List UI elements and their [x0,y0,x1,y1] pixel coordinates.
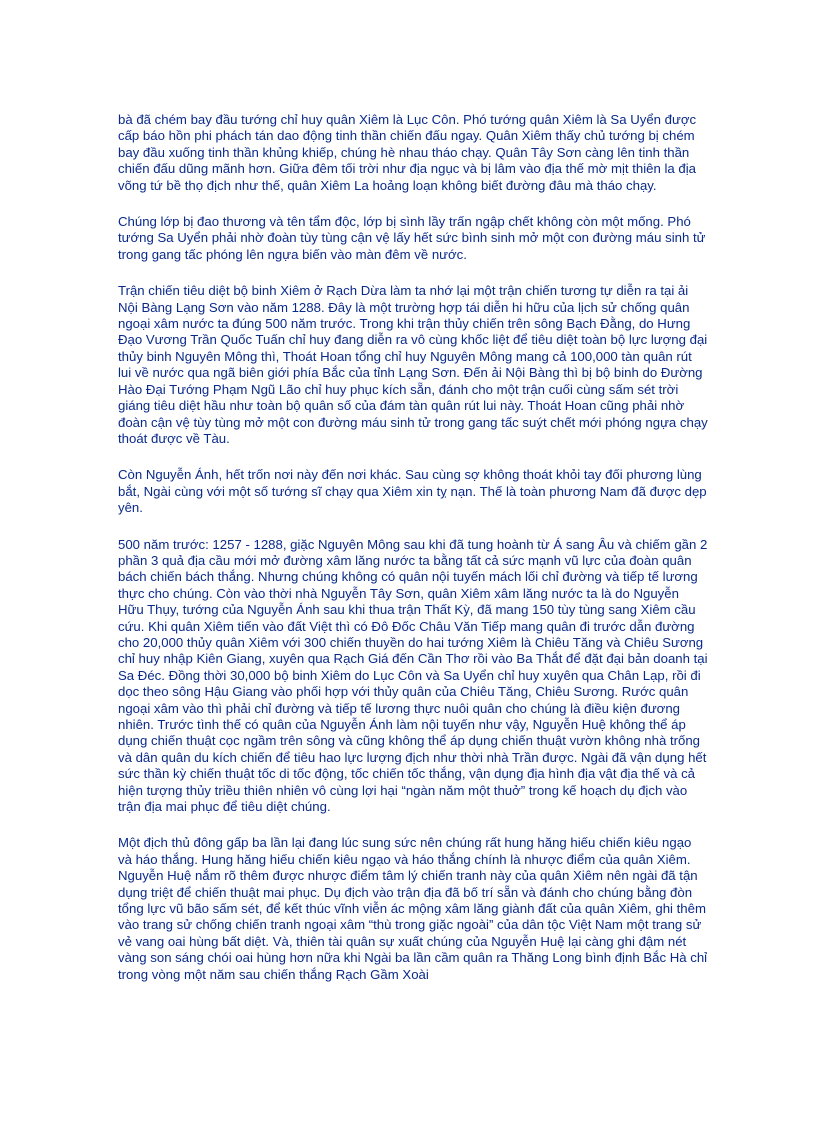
paragraph-4: Còn Nguyễn Ánh, hết trốn nơi này đến nơi khác. Sau cùng sợ không thoát khỏi tay đối phương lùng bắt, Ngài cùng với một số tướng sĩ chạy qua Xiêm xin tỵ nạn. Thế là toàn phương Nam đã được dẹp yên. [118,467,707,516]
paragraph-6: Một địch thủ đông gấp ba lần lại đang lúc sung sức nên chúng rất hung hăng hiếu chiến kiêu ngạo và háo thắng. Hung hăng hiếu chiến kiêu ngạo và háo thắng chính là nhược điểm của quân Xiêm. Nguyễn Huệ nắm rõ thêm được nhược điểm tâm lý chiến tranh này của quân Xiêm nên ngài đã tận dụng triệt để chiến thuật mai phục. Dụ địch vào trận địa đã bố trí sẵn và đánh cho chúng bằng đòn tổng lực vũ bão sấm sét, để kết thúc vĩnh viễn ác mộng xâm lăng giành đất của quân Xiêm, ghi thêm vào trang sử chống chiến tranh ngoại xâm “thù trong giặc ngoài” của dân tộc Việt Nam một trang sử vẻ vang oai hùng bất diệt. Và, thiên tài quân sự xuất chúng của Nguyễn Huệ lại càng ghi đậm nét vàng son sáng chói oai hùng hơn nữa khi Ngài ba lần cầm quân ra Thăng Long bình định Bắc Hà chỉ trong vòng một năm sau chiến thắng Rạch Gầm Xoài [118,835,708,982]
paragraph-5: 500 năm trước: 1257 - 1288, giặc Nguyên Mông sau khi đã tung hoành từ Á sang Âu và chiếm gần 2 phần 3 quả địa cầu mới mở đường xâm lăng nước ta bằng tất cả sức mạnh vũ lực của đoàn quân bách chiến bách thắng. Nhưng chúng không có quân nội tuyến mách lối chỉ đường và tiếp tế lương thực cho chúng. Còn vào thời nhà Nguyễn Tây Sơn, quân Xiêm xâm lăng nước ta là do Nguyễn Hữu Thụy, tướng của Nguyễn Ánh sau khi thua trận Thất Kỳ, đã mang 150 tùy tùng sang Xiêm cầu cứu. Khi quân Xiêm tiến vào đất Việt thì có Đô Đốc Châu Văn Tiếp mang quân đi trước dẫn đường cho 20,000 thủy quân Xiêm với 300 chiến thuyền do hai tướng Xiêm là Chiêu Tăng và Chiêu Sương chỉ huy nhập Kiên Giang, xuyên qua Rạch Giá đến Cần Thơ rồi vào Ba Thắt để đặt đại bản doanh tại Sa Đéc. Đồng thời 30,000 bộ binh Xiêm do Lục Côn và Sa Uyển chỉ huy xuyên qua Chân Lạp, rồi đi dọc theo sông Hậu Giang vào phối hợp với thủy quân của Chiêu Tăng, Chiêu Sương. Rước quân ngoại xâm vào thì phải chỉ đường và tiếp tế lương thực nuôi quân cho chúng là điều kiện đương nhiên. Trước tình thế có quân của Nguyễn Ánh làm nội tuyến như vậy, Nguyễn Huệ không thể áp dụng chiến thuật cọc ngầm trên sông và cũng không thể áp dụng chiến thuật vườn không nhà trống và dân quân du kích chiến để tiêu hao lực lượng địch như thời nhà Trần được. Ngài đã vận dụng hết sức thần kỳ chiến thuật tốc di tốc động, tốc chiến tốc thắng, vận dụng địa hình địa vật địa thế và cả hiện tượng thủy triều thiên nhiên vô cùng lợi hại “ngàn năm một thuở” trong kế hoạch dụ địch vào trận địa mai phục để tiêu diệt chúng. [118,536,708,815]
paragraph-3: Trận chiến tiêu diệt bộ binh Xiêm ở Rạch Dừa làm ta nhớ lại một trận chiến tương tự diễn ra tại ải Nội Bàng Lạng Sơn vào năm 1288. Đây là một trường hợp tái diễn hi hữu của lịch sử chống quân ngoại xâm nước ta đúng 500 năm trước. Trong khi trận thủy chiến trên sông Bạch Đằng, do Hưng Đạo Vương Trần Quốc Tuấn chỉ huy đang diễn ra vô cùng khốc liệt để tiêu diệt toàn bộ lực lượng đại thủy binh Nguyên Mông thì, Thoát Hoan tổng chỉ huy Nguyên Mông mang cả 100,000 tàn quân rút lui về nước qua ngã biên giới phía Bắc của tỉnh Lạng Sơn. Đến ải Nội Bàng thì bị bộ binh do Đường Hào Đại Tướng Phạm Ngũ Lão chỉ huy phục kích sẵn, đánh cho một trận cuối cùng sấm sét trời giáng tiêu diệt hầu như toàn bộ quân số của đám tàn quân rút lui này. Thoát Hoan cũng phải nhờ đoàn cận vệ tùy tùng mở một con đường máu sinh tử trong gang tấc suýt chết mới phóng ngựa chạy thoát được về Tàu. [118,283,708,446]
document-page [118,112,708,1003]
paragraph-2: Chúng lớp bị đao thương và tên tẩm độc, lớp bị sình lầy trấn ngập chết không còn một mống. Phó tướng Sa Uyển phải nhờ đoàn tùy tùng cận vệ lấy hết sức bình sinh mở một con đường máu sinh tử trong gang tấc phóng lên ngựa biến vào màn đêm về nước. [118,214,706,262]
paragraph-1: bà đã chém bay đầu tướng chỉ huy quân Xiêm là Lục Côn. Phó tướng quân Xiêm là Sa Uyển được cấp báo hồn phi phách tán dao động tinh thần chiến đấu ngay. Quân Xiêm thấy chủ tướng bị chém bay đầu xuống tinh thần khủng khiếp, chúng hè nhau tháo chạy. Quân Tây Sơn càng lên tinh thần chiến đấu dũng mãnh hơn. Giữa đêm tối trời như địa ngục và bị lâm vào địa thế mờ mịt thiên la địa võng tứ bề thọ địch như thế, quân Xiêm La hoảng loạn không biết đường đâu mà tháo chạy. [118,112,697,193]
